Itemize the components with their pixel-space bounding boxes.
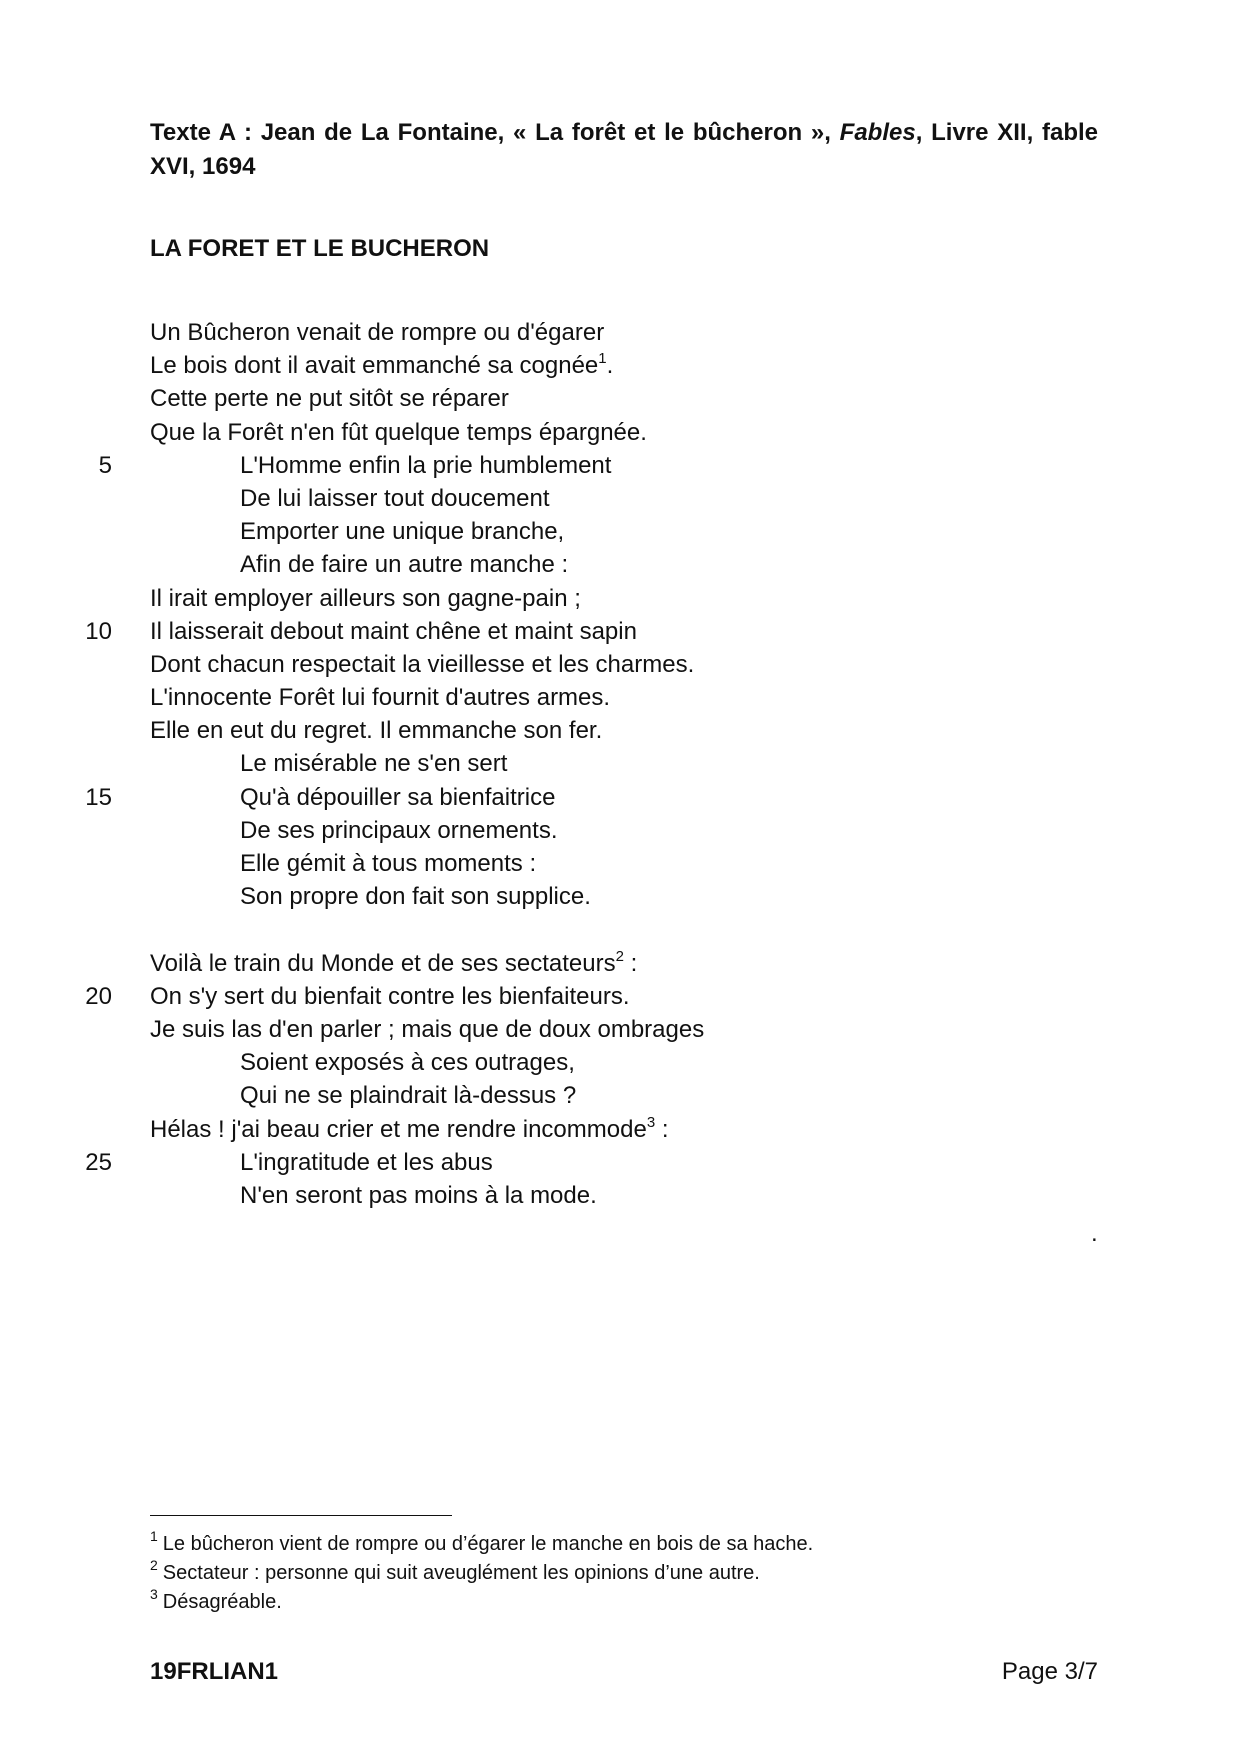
verse-line [0,1146,1240,1179]
verse-line [0,947,1240,980]
verse-words: Dont chacun respectait la vieillesse et les charmes. [150,650,695,678]
footnote-ref: 2 [615,947,624,965]
verse-line [0,482,1240,515]
page-number: Page 3/7 [1001,1658,1098,1685]
verse-line [0,615,1240,648]
verse-punctuation: : [655,1115,669,1143]
verse-line [0,548,1240,581]
verse-line [0,714,1240,747]
verse-text [150,382,509,415]
verse-words: Son propre don fait son supplice. [240,883,591,911]
verse-words: Le bois dont il avait emmanché sa cognée [150,352,599,380]
verse-words: Je suis las d'en parler ; mais que de doux ombrages [150,1015,705,1043]
verse-text [150,1013,704,1046]
trailing-mark: . [1091,1220,1098,1247]
verse-words: L'ingratitude et les abus [240,1148,493,1176]
verse-number: 20 [85,982,112,1010]
verse-punctuation: : [623,949,638,977]
verse-text [240,1146,493,1179]
verse-line [0,582,1240,615]
footnote [150,1559,813,1588]
footnote-number: 2 [150,1557,158,1573]
footnote-ref: 1 [598,350,607,368]
verse-line [0,316,1240,349]
footnote-number: 3 [150,1586,158,1602]
verse-line [0,515,1240,548]
footnote-text: Le bûcheron vient de rompre ou d’égarer le manche en bois de sa hache. [162,1533,814,1555]
verse-words: Afin de faire un autre manche : [240,551,569,579]
footnote-ref: 3 [646,1113,656,1131]
verse-text [150,349,613,382]
footnote-number: 1 [150,1528,158,1544]
verse-line [0,681,1240,714]
footnote-separator [150,1515,452,1516]
verse-words: Voilà le train du Monde et de ses sectateurs [150,949,616,977]
verse-text [240,814,557,847]
verse-words: Elle gémit à tous moments : [240,850,537,877]
verse-line [0,814,1240,847]
verse-words: N'en seront pas moins à la mode. [240,1181,597,1209]
verse-text [240,847,536,880]
verse-text [240,482,550,515]
verse-text [150,582,581,615]
verse-number: 15 [85,783,112,811]
poem-body [0,316,1240,1212]
verse-number: 25 [85,1148,112,1176]
verse-words: Le misérable ne s'en sert [240,750,508,778]
verse-words: Il irait employer ailleurs son gagne-pain ; [150,584,581,612]
heading-author-part: Texte A : Jean de La Fontaine, « La forêt et le bûcheron », [150,119,840,146]
verse-line [0,1179,1240,1212]
verse-line [0,1113,1240,1146]
heading-details: , Livre XII, fable XVI, 1694 [150,119,1098,180]
verse-text [240,515,564,548]
document-code: 19FRLIAN1 [150,1658,279,1685]
verse-text [240,548,568,581]
verse-text [150,681,610,714]
verse-line [0,880,1240,913]
verse-text [150,316,604,349]
footnote-text: Désagréable. [162,1591,282,1613]
verse-text [150,416,647,449]
verse-line [0,1013,1240,1046]
verse-words: Que la Forêt n'en fût quelque temps épargnée. [150,418,647,446]
document-heading [150,116,1098,184]
verse-line [0,1079,1240,1112]
verse-text [150,714,602,747]
verse-words: Emporter une unique branche, [240,518,565,546]
footnote [150,1530,813,1559]
verse-words: Qu'à dépouiller sa bienfaitrice [240,783,556,811]
verse-line [0,416,1240,449]
verse-words: Hélas ! j'ai beau crier et me rendre incommode [150,1115,647,1143]
footnote [150,1588,813,1617]
verse-line [0,980,1240,1013]
verse-words: Cette perte ne put sitôt se réparer [150,385,509,413]
poem-title: LA FORET ET LE BUCHERON [150,235,490,262]
verse-text [240,1046,575,1079]
verse-text [150,947,637,980]
verse-line [0,1046,1240,1079]
verse-words: L'innocente Forêt lui fournit d'autres armes. [150,684,611,712]
verse-words: De ses principaux ornements. [240,816,558,844]
verse-number: 5 [98,451,112,479]
verse-text [240,449,611,482]
verse-punctuation: . [606,352,614,380]
verse-words: L'Homme enfin la prie humblement [240,451,612,479]
verse-text [150,1113,669,1146]
verse-line [0,747,1240,780]
verse-text [150,980,630,1013]
verse-text [240,781,555,814]
footnotes [150,1530,813,1617]
verse-words: Elle en eut du regret. Il emmanche son fer. [150,717,603,745]
verse-text [240,1079,576,1112]
verse-text [150,615,637,648]
footnote-text: Sectateur : personne qui suit aveuglément les opinions d’une autre. [162,1562,760,1584]
verse-line [0,781,1240,814]
verse-words: Qui ne se plaindrait là-dessus ? [240,1082,577,1110]
verse-words: Soient exposés à ces outrages, [240,1049,575,1077]
verse-words: De lui laisser tout doucement [240,484,550,512]
verse-line [0,449,1240,482]
verse-line [0,382,1240,415]
verse-words: Il laisserait debout maint chêne et maint sapin [150,617,637,645]
verse-line [0,648,1240,681]
verse-line [0,847,1240,880]
verse-number: 10 [85,617,112,645]
verse-text [150,648,694,681]
verse-text [240,880,591,913]
verse-words: On s'y sert du bienfait contre les bienfaiteurs. [150,982,630,1010]
verse-text [240,747,507,780]
verse-line [0,349,1240,382]
verse-text [240,1179,597,1212]
heading-work-title: Fables [839,119,916,146]
verse-words: Un Bûcheron venait de rompre ou d'égarer [150,319,605,346]
